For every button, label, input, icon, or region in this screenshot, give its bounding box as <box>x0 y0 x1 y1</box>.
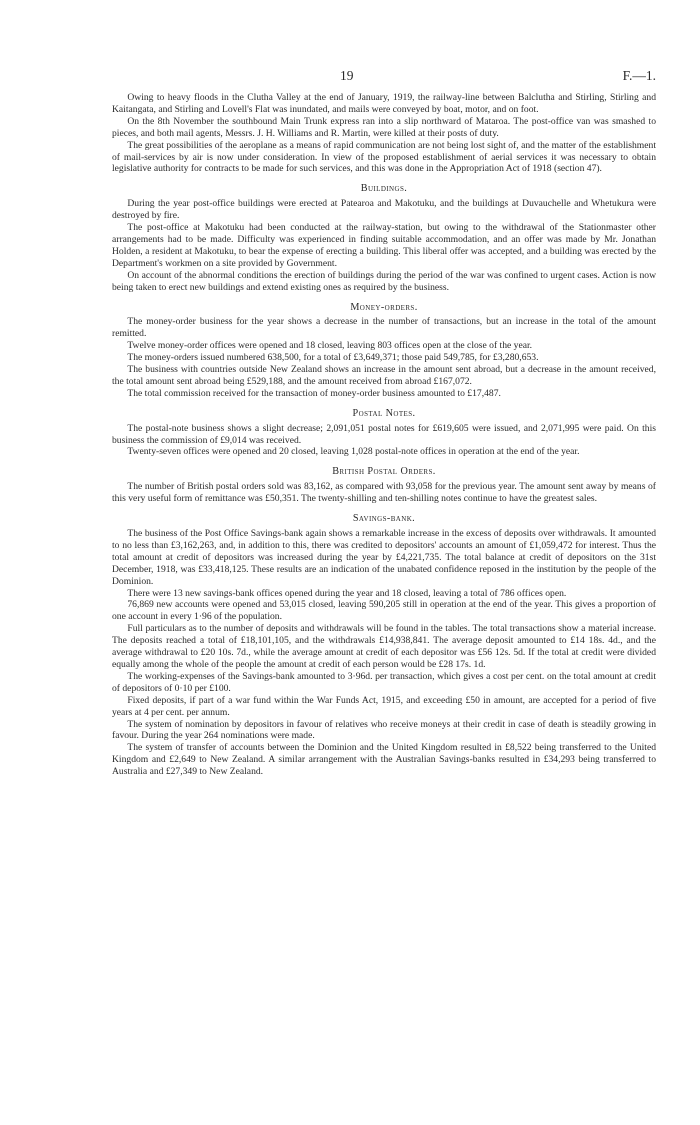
section-money-orders <box>112 302 656 400</box>
paragraph: The business of the Post Office Savings-bank again shows a remarkable increase in the excess of deposits over withdrawals. It amounted to no less than £3,162,263, and, in addition to this, there was credited to depositors' accounts an amount of £1,059,472 for interest. Thus the total amount at credit of depositors was increased during the year by £4,221,735. The total balance at credit of depositors on the 31st December, 1918, was £33,418,125. These results are an indication of the unabated confidence reposed in the institution by the people of the Dominion. <box>112 528 656 587</box>
paragraph: Twelve money-order offices were opened and 18 closed, leaving 803 offices open at the close of the year. <box>127 340 533 352</box>
section-british-postal-orders <box>112 466 656 505</box>
paragraph: 76,869 new accounts were opened and 53,015 closed, leaving 590,205 still in operation at the end of the year. This gives a proportion of one account in every 1·96 of the population. <box>112 599 656 623</box>
page-header <box>112 70 656 92</box>
document-page <box>112 70 656 778</box>
paragraph: The number of British postal orders sold was 83,162, as compared with 93,058 for the previous year. The amount sent away by means of this very useful form of remittance was £50,351. The twenty-shilling and ten-shilling notes continue to have the greatest sales. <box>112 481 656 505</box>
paragraph: There were 13 new savings-bank offices opened during the year and 18 closed, leaving a total of 786 offices open. <box>127 587 567 599</box>
paragraph: Fixed deposits, if part of a war fund within the War Funds Act, 1915, and exceeding £50 in amount, are accepted for a period of five years at 4 per cent. per annum. <box>112 694 656 718</box>
section-heading: Savings-bank. <box>352 513 416 525</box>
section-heading: Buildings. <box>360 183 408 195</box>
section-heading: British Postal Orders. <box>332 466 436 478</box>
paragraph: On the 8th November the southbound Main Trunk express ran into a slip northward of Mataroa. The post-office van was smashed to pieces, and both mail agents, Messrs. J. H. Williams and R. Martin, were killed at their posts of duty. <box>112 115 656 139</box>
paragraph: The working-expenses of the Savings-bank amounted to 3·96d. per transaction, which gives a cost per cent. on the total amount at credit of depositors of 0·10 per £100. <box>112 670 656 694</box>
paragraph: Full particulars as to the number of deposits and withdrawals will be found in the tables. The total transactions show a material increase. The deposits reached a total of £18,101,105, and the withdrawals £14,938,841. The average deposit amounted to £14 18s. 4d., and the average withdrawal to £20 10s. 7d., while the average amount at credit of each depositor was £56 12s. 5d. If the total at credit were divided equally among the whole of the people the amount at credit of each person would be £28 17s. 1d. <box>112 623 656 670</box>
paragraph: The business with countries outside New Zealand shows an increase in the amount sent abroad, but a decrease in the amount received, the total amount sent abroad being £529,188, and the amount received from abroad £167,072. <box>112 364 656 387</box>
section-heading: Postal Notes. <box>352 407 416 419</box>
section-buildings <box>112 183 656 293</box>
paragraph: The great possibilities of the aeroplane as a means of rapid communication are not being lost sight of, and the matter of the establishment of mail-services by air is now under consideration. In view of the proposed establishment of aerial services it was necessary to obtain legislative authority for contracts to be made for such services, and this was done in the Appropriation Act of 1918 (section 47). <box>112 139 656 175</box>
section-savings-bank <box>112 513 656 778</box>
section-heading: Money-orders. <box>350 301 418 313</box>
paragraph: The total commission received for the transaction of money-order business amounted to £17,487. <box>127 387 501 399</box>
document-reference: F.—1. <box>622 68 656 83</box>
paragraph: During the year post-office buildings were erected at Patearoa and Makotuku, and the buildings at Duvauchelle and Whetukura were destroyed by fire. <box>112 198 656 222</box>
paragraph: Owing to heavy floods in the Clutha Valley at the end of January, 1919, the railway-line between Balclutha and Stirling, Stirling and Kaitangata, and Stirling and Lovell's Flat was inundated, and mails were conveyed by boat, motor, and on foot. <box>112 92 656 115</box>
paragraph: The system of nomination by depositors in favour of relatives who receive moneys at their credit in case of death is steadily growing in favour. During the year 264 nominations were made. <box>112 718 656 742</box>
paragraph: The money-orders issued numbered 638,500, for a total of £3,649,371; those paid 549,785, for £3,280,653. <box>127 352 539 364</box>
section-intro <box>112 92 656 175</box>
paragraph: The money-order business for the year shows a decrease in the number of transactions, but an increase in the total of the amount remitted. <box>112 316 656 340</box>
page-number: 19 <box>340 68 354 83</box>
paragraph: Twenty-seven offices were opened and 20 closed, leaving 1,028 postal-note offices in operation at the end of the year. <box>127 446 580 458</box>
section-postal-notes <box>112 408 656 459</box>
paragraph: The system of transfer of accounts between the Dominion and the United Kingdom resulted in £8,522 being transferred to the United Kingdom and £2,649 to New Zealand. A similar arrangement with the Australian Savings-banks resulted in £34,293 being transferred to Australia and £27,349 to New Zealand. <box>112 742 656 778</box>
paragraph: The post-office at Makotuku had been conducted at the railway-station, but owing to the withdrawal of the Stationmaster other arrangements had to be made. Difficulty was experienced in finding suitable accommodation, and an offer was made by Mr. Jonathan Holden, a resident at Makotuku, to bear the expense of erecting a building. This liberal offer was accepted, and a building was erected by the Department's workmen on a site provided by Government. <box>112 222 656 269</box>
paragraph: On account of the abnormal conditions the erection of buildings during the period of the war was confined to urgent cases. Action is now being taken to erect new buildings and extend existing ones as required by the business. <box>112 269 656 293</box>
paragraph: The postal-note business shows a slight decrease; 2,091,051 postal notes for £619,605 were issued, and 2,071,995 were paid. On this business the commission of £9,014 was received. <box>112 422 656 446</box>
